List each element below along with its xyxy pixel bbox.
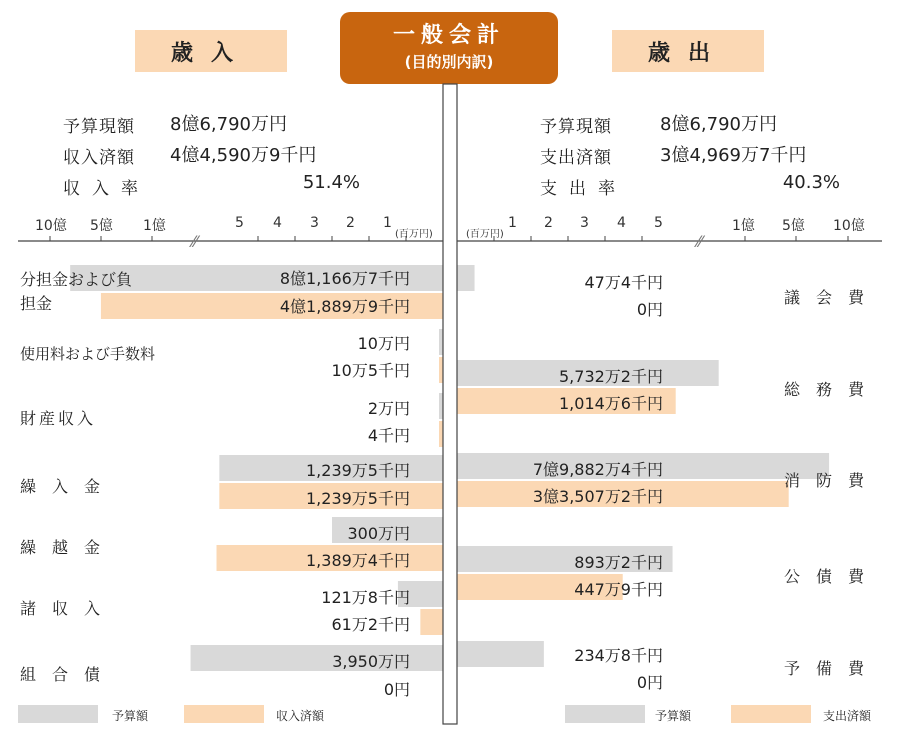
exp-actual-label-2: 3億3,507万2千円 xyxy=(532,487,663,506)
rev-budget-bar-1 xyxy=(439,329,443,355)
exp-budget-label-2: 7億9,882万4千円 xyxy=(532,460,663,479)
rev-actual-label-4: 1,389万4千円 xyxy=(306,551,410,570)
exp-budget-label-0: 47万4千円 xyxy=(584,273,663,292)
exp-sum-label-1: 支出済額 xyxy=(540,148,612,168)
exp-actual-label-4: 0円 xyxy=(636,673,663,692)
rev-sum-label-0: 予算現額 xyxy=(63,117,135,137)
rev-sum-value-0: 8億6,790万円 xyxy=(170,114,287,135)
rev-sum-label-2: 収入率 xyxy=(63,179,150,199)
exp-sum-value-0: 8億6,790万円 xyxy=(660,114,777,135)
rev-cat-6: 組合債 xyxy=(20,665,117,684)
rev-budget-label-0: 8億1,166万7千円 xyxy=(279,269,410,288)
rev-actual-bar-2 xyxy=(439,421,443,447)
exp-cat-2: 消防費 xyxy=(784,471,881,490)
left-tick-7: 1 xyxy=(383,215,392,231)
right-tick-0: 1 xyxy=(508,215,517,231)
rev-actual-label-6: 0円 xyxy=(383,680,410,699)
exp-budget-label-3: 893万2千円 xyxy=(574,553,663,572)
legend-exp-budget-swatch xyxy=(565,705,645,723)
rev-actual-bar-5 xyxy=(420,609,443,635)
exp-budget-label-4: 234万8千円 xyxy=(574,646,663,665)
rev-budget-label-4: 300万円 xyxy=(347,524,410,543)
exp-cat-4: 予備費 xyxy=(784,659,881,678)
rev-cat-0 xyxy=(20,268,150,316)
left-tick-2: 1億 xyxy=(143,218,166,234)
exp-sum-value-2: 40.3% xyxy=(782,172,840,193)
exp-budget-label-1: 5,732万2千円 xyxy=(559,367,663,386)
right-tick-2: 3 xyxy=(580,215,589,231)
rev-actual-label-1: 10万5千円 xyxy=(331,361,410,380)
rev-cat-1: 使用料および手数料 xyxy=(20,345,156,363)
rev-cat-5: 諸収入 xyxy=(20,599,117,618)
legend-rev-budget-swatch xyxy=(18,705,98,723)
revenue-header-label: 歳入 xyxy=(170,40,251,66)
rev-actual-label-5: 61万2千円 xyxy=(331,615,410,634)
rev-actual-label-0: 4億1,889万9千円 xyxy=(279,297,410,316)
legend-rev-actual-swatch xyxy=(184,705,264,723)
exp-sum-label-0: 予算現額 xyxy=(540,117,612,137)
left-tick-4: 4 xyxy=(273,215,282,231)
rev-actual-label-2: 4千円 xyxy=(367,426,410,445)
right-tick-3: 4 xyxy=(617,215,626,231)
exp-cat-3: 公債費 xyxy=(784,567,881,586)
exp-actual-label-0: 0円 xyxy=(636,300,663,319)
exp-cat-0: 議会費 xyxy=(784,288,881,307)
center-title: 一般会計 xyxy=(392,23,505,48)
rev-cat-0-text: 分担金および負担金 xyxy=(20,270,133,313)
expense-header-label: 歳出 xyxy=(647,40,728,66)
right-tick-4: 5 xyxy=(654,215,663,231)
left-tick-1: 5億 xyxy=(90,218,113,234)
legend-exp-budget-text: 予算額 xyxy=(655,709,692,723)
right-tick-7: 10億 xyxy=(833,218,865,234)
right-tick-5: 1億 xyxy=(732,218,755,234)
exp-sum-label-2: 支出率 xyxy=(540,179,627,199)
rev-cat-2: 財産収入 xyxy=(20,409,97,428)
exp-actual-label-3: 447万9千円 xyxy=(574,580,663,599)
rev-cat-3: 繰入金 xyxy=(20,477,117,496)
right-tick-6: 5億 xyxy=(782,218,805,234)
rev-sum-value-1: 4億4,590万9千円 xyxy=(170,145,317,166)
exp-sum-value-1: 3億4,969万7千円 xyxy=(660,145,807,166)
legend-exp-actual-swatch xyxy=(731,705,811,723)
rev-cat-4: 繰越金 xyxy=(20,538,117,557)
left-tick-0: 10億 xyxy=(35,218,67,234)
right-unit-label: (百万円) xyxy=(466,229,504,240)
rev-actual-label-3: 1,239万5千円 xyxy=(306,489,410,508)
legend-exp-actual-text: 支出済額 xyxy=(823,709,872,723)
rev-sum-label-1: 収入済額 xyxy=(63,148,135,168)
rev-budget-label-1: 10万円 xyxy=(357,334,410,353)
rev-budget-label-2: 2万円 xyxy=(367,399,410,418)
exp-actual-label-1: 1,014万6千円 xyxy=(559,394,663,413)
left-tick-3: 5 xyxy=(235,215,244,231)
rev-budget-label-3: 1,239万5千円 xyxy=(306,461,410,480)
rev-budget-label-6: 3,950万円 xyxy=(332,652,410,671)
left-unit-label: (百万円) xyxy=(395,229,433,240)
right-tick-1: 2 xyxy=(544,215,553,231)
right-axis-break: ⁄⁄ xyxy=(697,232,703,251)
left-axis-break: ⁄⁄ xyxy=(192,232,198,251)
center-subtitle: (目的別内訳) xyxy=(404,53,494,71)
left-tick-5: 3 xyxy=(310,215,319,231)
exp-cat-1: 総務費 xyxy=(784,380,881,399)
rev-sum-value-2: 51.4% xyxy=(302,172,360,193)
legend-rev-actual-text: 収入済額 xyxy=(276,709,325,723)
rev-budget-label-5: 121万8千円 xyxy=(321,588,410,607)
left-tick-6: 2 xyxy=(346,215,355,231)
legend-rev-budget-text: 予算額 xyxy=(112,709,149,723)
